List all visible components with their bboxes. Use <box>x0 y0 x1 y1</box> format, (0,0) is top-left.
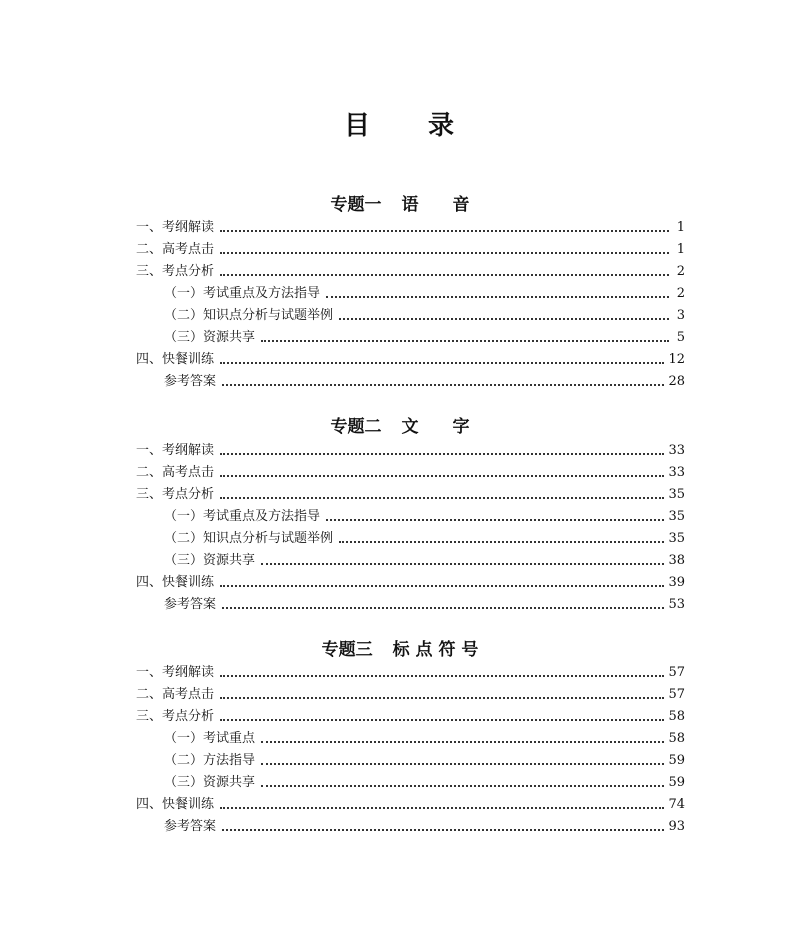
toc-entry-label: 二、高考点击 <box>136 242 215 257</box>
toc-entry[interactable] <box>136 261 685 283</box>
toc-entry-page: 38 <box>668 553 685 568</box>
toc-entry-page: 35 <box>668 509 685 524</box>
toc-entry-page: 12 <box>668 352 685 367</box>
leader-dots <box>220 452 664 455</box>
toc-entry-label: 参考答案 <box>164 819 217 834</box>
toc-entry-label: 参考答案 <box>164 597 217 612</box>
toc-entry[interactable] <box>136 239 685 261</box>
leader-dots <box>222 606 664 609</box>
toc-entry-label: （一）考试重点 <box>164 731 256 746</box>
leader-dots <box>261 339 669 342</box>
toc-entry-page: 39 <box>668 575 685 590</box>
toc-entry-label: 四、快餐训练 <box>136 797 215 812</box>
toc-entry-page: 1 <box>676 220 685 235</box>
leader-dots <box>339 540 664 543</box>
leader-dots <box>220 718 664 721</box>
toc-entry[interactable] <box>164 371 685 393</box>
toc-entry-label: 一、考纲解读 <box>136 220 215 235</box>
leader-dots <box>220 474 664 477</box>
toc-entry-label: （一）考试重点及方法指导 <box>164 509 321 524</box>
toc-entry[interactable] <box>136 572 685 594</box>
toc-entry-page: 58 <box>668 709 685 724</box>
toc-entry-page: 53 <box>668 597 685 612</box>
leader-dots <box>261 740 664 743</box>
toc-entry-label: 三、考点分析 <box>136 487 215 502</box>
toc-entry-label: （三）资源共享 <box>164 330 256 345</box>
toc-entry-page: 33 <box>668 465 685 480</box>
leader-dots <box>220 361 664 364</box>
toc-entry[interactable] <box>164 750 685 772</box>
toc-entry[interactable] <box>164 283 685 305</box>
toc-entry-page: 28 <box>668 374 685 389</box>
leader-dots <box>326 295 669 298</box>
leader-dots <box>220 496 664 499</box>
toc-entry-label: （一）考试重点及方法指导 <box>164 286 321 301</box>
leader-dots <box>222 828 664 831</box>
toc-entry-label: 三、考点分析 <box>136 709 215 724</box>
section-name: 标 点 符 号 <box>392 640 479 660</box>
toc-entry[interactable] <box>136 462 685 484</box>
toc-entry-page: 57 <box>668 687 685 702</box>
toc-entry[interactable] <box>164 772 685 794</box>
leader-dots <box>261 762 664 765</box>
section-prefix: 专题一 <box>330 195 382 215</box>
toc-entry-page: 33 <box>668 443 685 458</box>
section-name: 文 字 <box>401 417 470 437</box>
section-name: 语 音 <box>401 195 470 215</box>
toc-entry[interactable] <box>136 684 685 706</box>
leader-dots <box>222 383 664 386</box>
toc-entry-page: 2 <box>676 286 685 301</box>
toc-entry-label: 三、考点分析 <box>136 264 215 279</box>
page-title: 目 录 <box>343 111 456 141</box>
leader-dots <box>326 518 664 521</box>
toc-entry-page: 57 <box>668 665 685 680</box>
toc-entry[interactable] <box>136 440 685 462</box>
leader-dots <box>261 784 664 787</box>
toc-entry-page: 35 <box>668 531 685 546</box>
toc-entry-page: 58 <box>668 731 685 746</box>
toc-entry-label: 一、考纲解读 <box>136 665 215 680</box>
leader-dots <box>220 806 664 809</box>
toc-entry-page: 74 <box>668 797 685 812</box>
toc-entry-label: 一、考纲解读 <box>136 443 215 458</box>
leader-dots <box>220 696 664 699</box>
toc-entry-label: 四、快餐训练 <box>136 575 215 590</box>
toc-entry[interactable] <box>136 706 685 728</box>
toc-entry[interactable] <box>164 728 685 750</box>
toc-entry[interactable] <box>136 484 685 506</box>
toc-entry[interactable] <box>136 662 685 684</box>
toc-entry-page: 93 <box>668 819 685 834</box>
toc-entry[interactable] <box>164 327 685 349</box>
toc-entry[interactable] <box>136 349 685 371</box>
toc-entry-page: 59 <box>668 753 685 768</box>
toc-entry-page: 1 <box>676 242 685 257</box>
toc-entry[interactable] <box>164 528 685 550</box>
toc-entry-label: 四、快餐训练 <box>136 352 215 367</box>
toc-entry-label: （二）知识点分析与试题举例 <box>164 531 334 546</box>
toc-entry-label: （二）方法指导 <box>164 753 256 768</box>
toc-entry-page: 59 <box>668 775 685 790</box>
toc-entry[interactable] <box>164 550 685 572</box>
section-heading-1 <box>0 192 800 218</box>
toc-entry[interactable] <box>164 816 685 838</box>
leader-dots <box>220 251 669 254</box>
leader-dots <box>220 229 669 232</box>
toc-entry[interactable] <box>164 594 685 616</box>
leader-dots <box>220 674 664 677</box>
toc-entry[interactable] <box>136 794 685 816</box>
toc-entry-label: 二、高考点击 <box>136 465 215 480</box>
toc-entry-label: 参考答案 <box>164 374 217 389</box>
toc-entry[interactable] <box>164 506 685 528</box>
leader-dots <box>261 562 664 565</box>
leader-dots <box>339 317 669 320</box>
toc-entry[interactable] <box>136 217 685 239</box>
toc-entry-label: 二、高考点击 <box>136 687 215 702</box>
toc-entry-label: （三）资源共享 <box>164 553 256 568</box>
toc-entry-page: 5 <box>676 330 685 345</box>
section-heading-2 <box>0 414 800 440</box>
toc-entry[interactable] <box>164 305 685 327</box>
section-prefix: 专题二 <box>330 417 382 437</box>
leader-dots <box>220 273 669 276</box>
toc-entry-page: 3 <box>676 308 685 323</box>
section-prefix: 专题三 <box>321 640 373 660</box>
toc-entry-page: 35 <box>668 487 685 502</box>
toc-entry-label: （二）知识点分析与试题举例 <box>164 308 334 323</box>
toc-entry-page: 2 <box>676 264 685 279</box>
section-heading-3 <box>0 637 800 663</box>
leader-dots <box>220 584 664 587</box>
toc-entry-label: （三）资源共享 <box>164 775 256 790</box>
